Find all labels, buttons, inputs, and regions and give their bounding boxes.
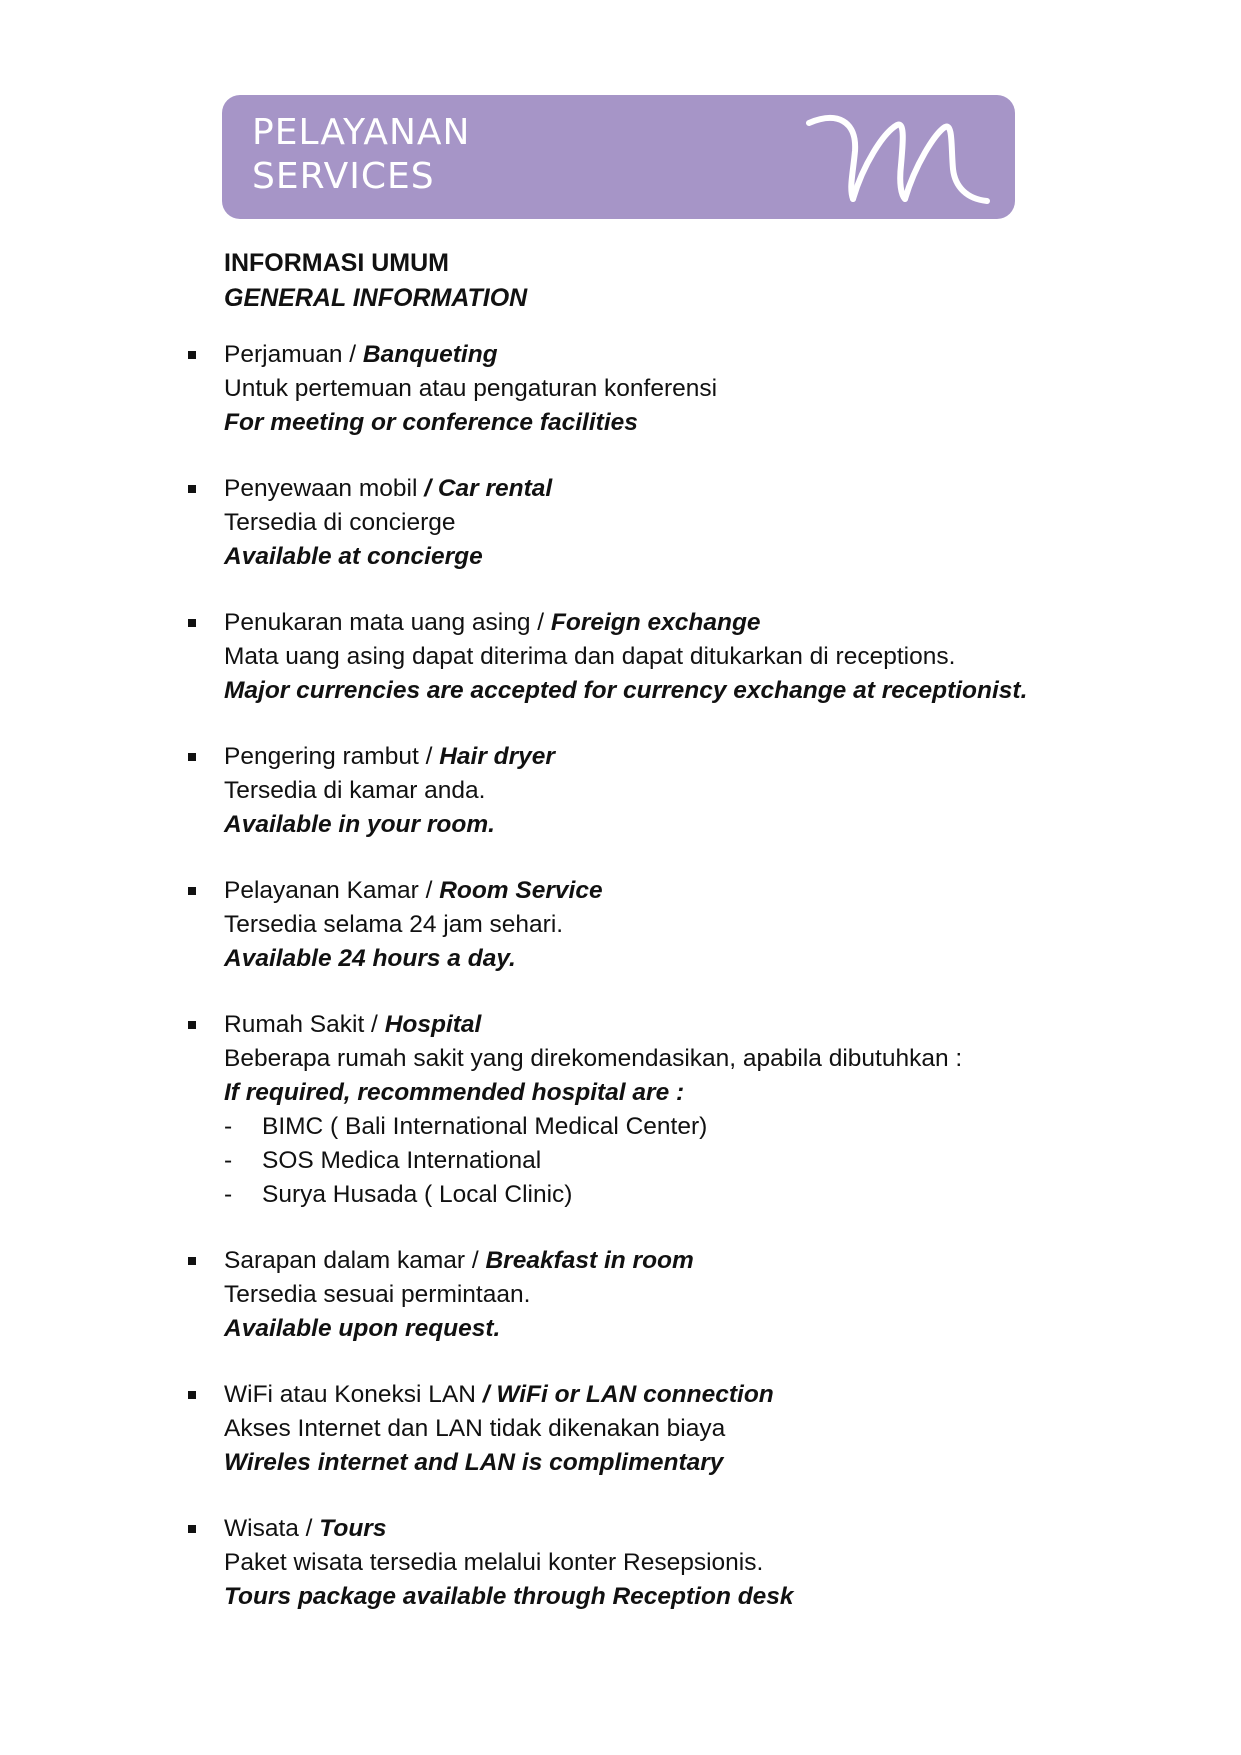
item-title-id: Penyewaan mobil <box>224 475 425 502</box>
item-desc-en: Available 24 hours a day. <box>224 945 516 972</box>
hospital-list-item <box>224 1144 1074 1178</box>
item-desc-id: Untuk pertemuan atau pengaturan konferensi <box>224 375 718 402</box>
hospital-list <box>224 1110 1074 1212</box>
list-item <box>224 740 1074 842</box>
list-item <box>224 606 1074 708</box>
item-title-id: Rumah Sakit / <box>224 1011 385 1038</box>
section-heading-en: GENERAL INFORMATION <box>224 284 528 312</box>
item-desc-id: Akses Internet dan LAN tidak dikenakan biaya <box>224 1415 726 1442</box>
item-title-id: Pengering rambut / <box>224 743 440 770</box>
list-item <box>224 874 1074 976</box>
item-desc-en: Major currencies are accepted for currency exchange at receptionist. <box>224 677 1028 704</box>
bullet-icon <box>188 753 196 761</box>
item-desc-en: Wireles internet and LAN is complimentary <box>224 1449 724 1476</box>
item-title-id: Penukaran mata uang asing / <box>224 609 551 636</box>
item-title-id: Sarapan dalam kamar / <box>224 1247 486 1274</box>
item-desc-id: Tersedia di kamar anda. <box>224 777 486 804</box>
item-desc-en: Available upon request. <box>224 1315 501 1342</box>
item-desc-id: Tersedia selama 24 jam sehari. <box>224 911 564 938</box>
bullet-icon <box>188 1021 196 1029</box>
item-desc-en: Available at concierge <box>224 543 483 570</box>
bullet-icon <box>188 351 196 359</box>
item-desc-id: Tersedia sesuai permintaan. <box>224 1281 531 1308</box>
item-title-en: Foreign exchange <box>550 609 761 636</box>
item-title-en: Banqueting <box>362 341 498 368</box>
item-desc-en: If required, recommended hospital are : <box>224 1079 685 1106</box>
list-item <box>224 338 1074 440</box>
hospital-list-item <box>224 1178 1074 1212</box>
item-desc-en: For meeting or conference facilities <box>224 409 638 436</box>
item-title-en: Room Service <box>439 877 603 904</box>
dash-icon: - <box>224 1147 233 1174</box>
banner-title <box>252 111 470 199</box>
hospital-name: Surya Husada ( Local Clinic) <box>262 1181 573 1208</box>
banner-title-line1: PELAYANAN <box>252 112 471 153</box>
item-desc-id: Beberapa rumah sakit yang direkomendasikan, apabila dibutuhkan : <box>224 1045 963 1072</box>
general-information-section <box>224 246 1074 1646</box>
item-title-en: Tours <box>319 1515 387 1542</box>
list-item <box>224 1008 1074 1212</box>
m-script-logo-icon <box>797 103 997 213</box>
item-title-en: Hospital <box>384 1011 482 1038</box>
item-title-en: / WiFi or LAN connection <box>482 1381 774 1408</box>
item-title-en: / Car rental <box>424 475 553 502</box>
bullet-icon <box>188 485 196 493</box>
item-desc-id: Mata uang asing dapat diterima dan dapat ditukarkan di receptions. <box>224 643 956 670</box>
item-desc-id: Tersedia di concierge <box>224 509 456 536</box>
dash-icon: - <box>224 1181 233 1208</box>
item-title-id: Perjamuan / <box>224 341 363 368</box>
item-title-en: Hair dryer <box>439 743 555 770</box>
item-title-id: WiFi atau Koneksi LAN <box>224 1381 483 1408</box>
services-banner <box>222 95 1015 219</box>
banner-title-line2: SERVICES <box>252 156 435 197</box>
item-title-id: Wisata / <box>224 1515 320 1542</box>
bullet-icon <box>188 1391 196 1399</box>
item-title-en: Breakfast in room <box>485 1247 694 1274</box>
item-desc-id: Paket wisata tersedia melalui konter Resepsionis. <box>224 1549 764 1576</box>
dash-icon: - <box>224 1113 233 1140</box>
hospital-name: BIMC ( Bali International Medical Center) <box>262 1113 708 1140</box>
bullet-icon <box>188 619 196 627</box>
item-desc-en: Tours package available through Reception desk <box>224 1583 794 1610</box>
list-item <box>224 1512 1074 1614</box>
bullet-icon <box>188 1257 196 1265</box>
item-desc-en: Available in your room. <box>224 811 495 838</box>
hospital-list-item <box>224 1110 1074 1144</box>
item-title-id: Pelayanan Kamar / <box>224 877 440 904</box>
section-heading-id: INFORMASI UMUM <box>224 249 449 277</box>
bullet-icon <box>188 1525 196 1533</box>
hospital-name: SOS Medica International <box>262 1147 542 1174</box>
list-item <box>224 1378 1074 1480</box>
list-item <box>224 472 1074 574</box>
bullet-icon <box>188 887 196 895</box>
list-item <box>224 1244 1074 1346</box>
services-list <box>224 338 1074 1614</box>
